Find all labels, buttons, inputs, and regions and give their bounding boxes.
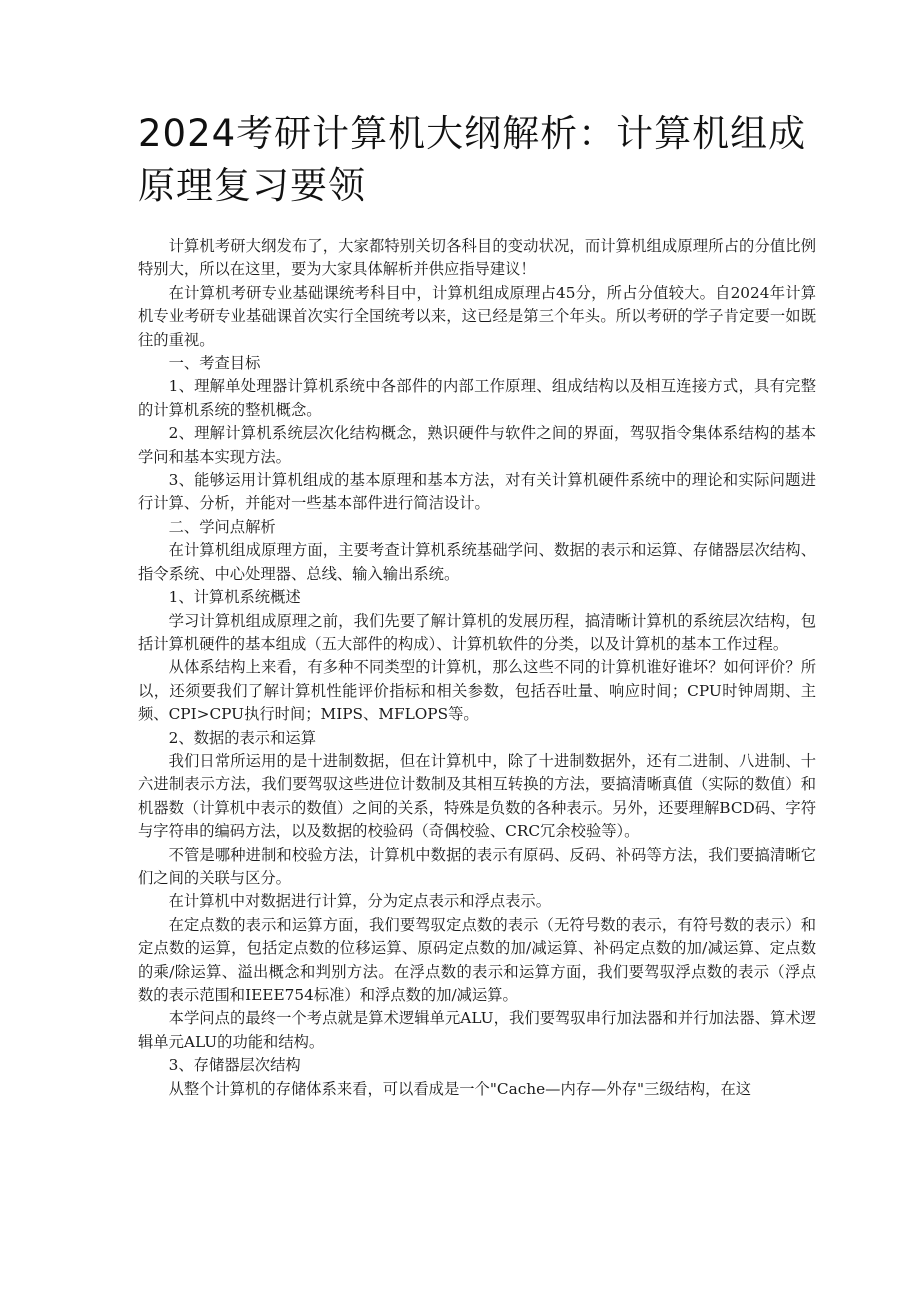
paragraph: 3、能够运用计算机组成的基本原理和基本方法，对有关计算机硬件系统中的理论和实际问题进行计算、分析，并能对一些基本部件进行简洁设计。 — [138, 471, 816, 513]
paragraph: 在计算机考研专业基础课统考科目中，计算机组成原理占45分，所占分值较大。自2024年计算机专业考研专业基础课首次实行全国统考以来，这已经是第三个年头。所以考研的学子肯定要一如既往的重视。 — [138, 283, 816, 349]
paragraph: 学习计算机组成原理之前，我们先要了解计算机的发展历程，搞清晰计算机的系统层次结构，包括计算机硬件的基本组成（五大部件的构成）、计算机软件的分类，以及计算机的基本工作过程。 — [138, 611, 816, 653]
paragraph: 在计算机组成原理方面，主要考查计算机系统基础学问、数据的表示和运算、存储器层次结构、指令系统、中心处理器、总线、输入输出系统。 — [138, 541, 816, 583]
paragraph: 从体系结构上来看，有多种不同类型的计算机，那么这些不同的计算机谁好谁坏？如何评价？所以，还须要我们了解计算机性能评价指标和相关参数，包括吞吐量、响应时间；CPU时钟周期、主频、CPI>CPU执行时间；MIPS、MFLOPS等。 — [138, 658, 816, 724]
paragraph: 计算机考研大纲发布了，大家都特别关切各科目的变动状况，而计算机组成原理所占的分值比例特别大，所以在这里，要为大家具体解析并供应指导建议！ — [138, 237, 816, 279]
section-heading: 二、学问点解析 — [168, 517, 276, 536]
paragraph: 不管是哪种进制和校验方法，计算机中数据的表示有原码、反码、补码等方法，我们要搞清晰它们之间的关联与区分。 — [138, 845, 816, 887]
subsection-heading: 2、数据的表示和运算 — [168, 728, 316, 747]
paragraph: 我们日常所运用的是十进制数据，但在计算机中，除了十进制数据外，还有二进制、八进制、十六进制表示方法，我们要驾驭这些进位计数制及其相互转换的方法，要搞清晰真值（实际的数值）和机器数（计算机中表示的数值）之间的关系，特殊是负数的各种表示。另外，还要理解BCD码、字符与字符串的编码方法，以及数据的校验码（奇偶校验、CRC冗余校验等）。 — [138, 751, 816, 841]
section-heading: 一、考查目标 — [168, 354, 261, 373]
document-body — [138, 235, 816, 1101]
subsection-heading: 3、存储器层次结构 — [168, 1056, 301, 1075]
paragraph: 本学问点的最终一个考点就是算术逻辑单元ALU，我们要驾驭串行加法器和并行加法器、算术逻辑单元ALU的功能和结构。 — [138, 1009, 816, 1051]
paragraph: 从整个计算机的存储体系来看，可以看成是一个"Cache—内存—外存"三级结构，在这 — [168, 1079, 752, 1098]
paragraph: 在定点数的表示和运算方面，我们要驾驭定点数的表示（无符号数的表示，有符号数的表示）和定点数的运算，包括定点数的位移运算、原码定点数的加/减运算、补码定点数的加/减运算、定点数的乘/除运算、溢出概念和判别方法。在浮点数的表示和运算方面，我们要驾驭浮点数的表示（浮点数的表示范围和IEEE754标准）和浮点数的加/减运算。 — [138, 915, 816, 1004]
document-title: 2024考研计算机大纲解析：计算机组成原理复习要领 — [138, 112, 807, 207]
paragraph: 1、理解单处理器计算机系统中各部件的内部工作原理、组成结构以及相互连接方式，具有完整的计算机系统的整机概念。 — [138, 377, 816, 419]
paragraph: 在计算机中对数据进行计算，分为定点表示和浮点表示。 — [168, 892, 552, 911]
paragraph: 2、理解计算机系统层次化结构概念，熟识硬件与软件之间的界面，驾驭指令集体系结构的基本学问和基本实现方法。 — [138, 424, 816, 466]
subsection-heading: 1、计算机系统概述 — [168, 588, 301, 607]
